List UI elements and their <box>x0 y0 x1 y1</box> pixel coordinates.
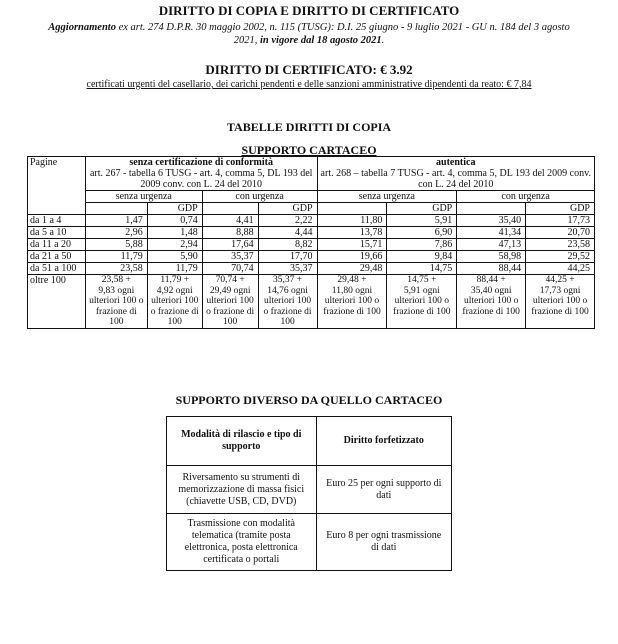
price-cell: 13,78 <box>317 227 387 239</box>
gdp-spacer <box>317 203 387 215</box>
group-no-certification <box>85 157 317 191</box>
other-row <box>167 514 452 571</box>
price-cell: 14,75 <box>387 263 457 275</box>
gdp-spacer <box>202 203 258 215</box>
subheader-urgency: con urgenza <box>202 191 317 203</box>
price-cell: 5,88 <box>85 239 147 251</box>
paper-support-title: SUPPORTO CARTACEO <box>241 143 377 157</box>
price-cell: 19,66 <box>317 251 387 263</box>
price-cell: 29,52 <box>526 251 595 263</box>
price-cell: 15,71 <box>317 239 387 251</box>
subheader-no-urgency: senza urgenza <box>317 191 457 203</box>
price-cell: 8,88 <box>202 227 258 239</box>
mode-header: Modalità di rilascio e tipo di supporto <box>167 417 317 466</box>
additional-price: 5,91 ogni ulteriori 100 o frazione di 100 <box>393 285 451 317</box>
pages-cell: da 11 a 20 <box>28 239 86 251</box>
base-price: 29,48 + <box>337 275 367 285</box>
price-cell: 1,48 <box>147 227 202 239</box>
mode-cell: Trasmissione con modalità telematica (tramite posta elettronica, posta elettronica certificata o portali <box>167 514 317 571</box>
price-cell-over-100 <box>202 275 258 329</box>
price-cell-over-100 <box>317 275 387 329</box>
price-cell: 23,58 <box>526 239 595 251</box>
additional-price: 14,76 ogni ulteriori 100 o frazione di 100 <box>263 285 312 327</box>
price-cell: 4,44 <box>258 227 317 239</box>
certificate-fee-title: DIRITTO DI CERTIFICATO: € 3.92 <box>205 62 413 77</box>
table-row <box>28 251 595 263</box>
copy-tables-title: TABELLE DIRITTI DI COPIA <box>226 120 392 134</box>
price-cell: 0,74 <box>147 215 202 227</box>
price-cell: 58,98 <box>457 251 526 263</box>
price-cell: 4,41 <box>202 215 258 227</box>
group-authentic-ref: art. 268 – tabella 7 TUSG - art. 4, comma 5, DL 193 del 2009 conv. con L. 24 del 2010 <box>320 168 591 190</box>
certificate-urgent-note: certificati urgenti del casellario, dei carichi pendenti e delle sanzioni amministrative dipendenti da reato: € 7,84 <box>86 79 532 90</box>
table-header-row <box>28 157 595 191</box>
gdp-label: GDP <box>526 203 595 215</box>
price-cell-over-100 <box>258 275 317 329</box>
update-end: . <box>381 35 385 46</box>
price-cell: 88,44 <box>457 263 526 275</box>
price-cell: 9,84 <box>387 251 457 263</box>
table-subheader-row <box>28 191 595 203</box>
pages-cell: da 1 a 4 <box>28 215 86 227</box>
price-cell: 11,80 <box>317 215 387 227</box>
gdp-label: GDP <box>258 203 317 215</box>
gdp-label: GDP <box>147 203 202 215</box>
other-support-table <box>166 416 452 571</box>
subheader-urgency: con urgenza <box>457 191 595 203</box>
gdp-label: GDP <box>387 203 457 215</box>
other-row <box>167 466 452 514</box>
price-cell: 11,79 <box>85 251 147 263</box>
price-cell: 5,90 <box>147 251 202 263</box>
price-cell: 5,91 <box>387 215 457 227</box>
mode-cell: Riversamento su strumenti di memorizzazione di massa fisici (chiavette USB, CD, DVD) <box>167 466 317 514</box>
price-cell: 8,82 <box>258 239 317 251</box>
additional-price: 4,92 ogni ulteriori 100 o frazione di 100 <box>150 285 199 327</box>
document-title: DIRITTO DI COPIA E DIRITTO DI CERTIFICATO <box>158 3 460 18</box>
fee-cell: Euro 8 per ogni trasmissione di dati <box>316 514 452 571</box>
group-no-certification-ref: art. 267 - tabella 6 TUSG - art. 4, comma 5, DL 193 del 2009 conv. con L. 24 del 2010 <box>89 168 313 190</box>
gdp-spacer <box>85 203 147 215</box>
pages-header: Pagine <box>28 157 86 215</box>
additional-price: 29,49 ogni ulteriori 100 o frazione di 100 <box>206 285 255 327</box>
subheader-no-urgency: senza urgenza <box>85 191 202 203</box>
additional-price: 17,73 ogni ulteriori 100 o frazione di 100 <box>531 285 589 317</box>
price-cell-over-100 <box>147 275 202 329</box>
group-authentic <box>317 157 594 191</box>
price-cell: 35,37 <box>258 263 317 275</box>
price-cell: 35,40 <box>457 215 526 227</box>
pages-cell: da 51 a 100 <box>28 263 86 275</box>
additional-price: 35,40 ogni ulteriori 100 o frazione di 100 <box>462 285 520 317</box>
price-cell: 44,25 <box>526 263 595 275</box>
table-row <box>28 215 595 227</box>
additional-price: 9,83 ogni ulteriori 100 o frazione di 100 <box>89 285 144 327</box>
gdp-spacer <box>457 203 526 215</box>
update-effective: in vigore dal 18 agosto 2021 <box>259 35 382 46</box>
update-notice <box>40 21 578 47</box>
price-cell: 2,94 <box>147 239 202 251</box>
price-cell-over-100 <box>457 275 526 329</box>
other-support-title: SUPPORTO DIVERSO DA QUELLO CARTACEO <box>175 393 443 407</box>
update-lead: Aggiornamento <box>48 22 116 33</box>
price-cell: 35,37 <box>202 251 258 263</box>
update-text: ex art. 274 D.P.R. 30 maggio 2002, n. 115 (TUSG): D.I. 25 giugno - 9 luglio 2021 - GU n. 184 del 3 agosto 2021, <box>115 22 570 46</box>
base-price: 70,74 + <box>215 275 245 285</box>
price-cell: 7,86 <box>387 239 457 251</box>
pages-cell: oltre 100 <box>28 275 86 329</box>
group-no-certification-title: senza certificazione di conformità <box>129 157 273 168</box>
price-cell: 17,70 <box>258 251 317 263</box>
price-cell: 41,34 <box>457 227 526 239</box>
price-cell: 20,70 <box>526 227 595 239</box>
price-cell: 1,47 <box>85 215 147 227</box>
price-cell: 6,90 <box>387 227 457 239</box>
table-row <box>28 239 595 251</box>
base-price: 14,75 + <box>407 275 437 285</box>
price-cell-over-100 <box>526 275 595 329</box>
table-gdp-row <box>28 203 595 215</box>
price-cell-over-100 <box>387 275 457 329</box>
pages-cell: da 21 a 50 <box>28 251 86 263</box>
base-price: 44,25 + <box>545 275 575 285</box>
price-cell-over-100 <box>85 275 147 329</box>
table-row <box>28 227 595 239</box>
table-row-over-100 <box>28 275 595 329</box>
base-price: 88,44 + <box>476 275 506 285</box>
price-cell: 70,74 <box>202 263 258 275</box>
paper-copy-fee-table <box>27 156 595 329</box>
table-row <box>28 263 595 275</box>
base-price: 23,58 + <box>101 275 131 285</box>
other-header-row <box>167 417 452 466</box>
base-price: 35,37 + <box>273 275 303 285</box>
price-cell: 17,73 <box>526 215 595 227</box>
base-price: 11,79 + <box>160 275 190 285</box>
pages-cell: da 5 a 10 <box>28 227 86 239</box>
price-cell: 47,13 <box>457 239 526 251</box>
price-cell: 2,22 <box>258 215 317 227</box>
price-cell: 29,48 <box>317 263 387 275</box>
price-cell: 17,64 <box>202 239 258 251</box>
price-cell: 23,58 <box>85 263 147 275</box>
fee-cell: Euro 25 per ogni supporto di dati <box>316 466 452 514</box>
price-cell: 11,79 <box>147 263 202 275</box>
price-cell: 2,96 <box>85 227 147 239</box>
fee-header: Diritto forfetizzato <box>316 417 452 466</box>
additional-price: 11,80 ogni ulteriori 100 o frazione di 100 <box>323 285 381 317</box>
group-authentic-title: autentica <box>436 157 476 168</box>
